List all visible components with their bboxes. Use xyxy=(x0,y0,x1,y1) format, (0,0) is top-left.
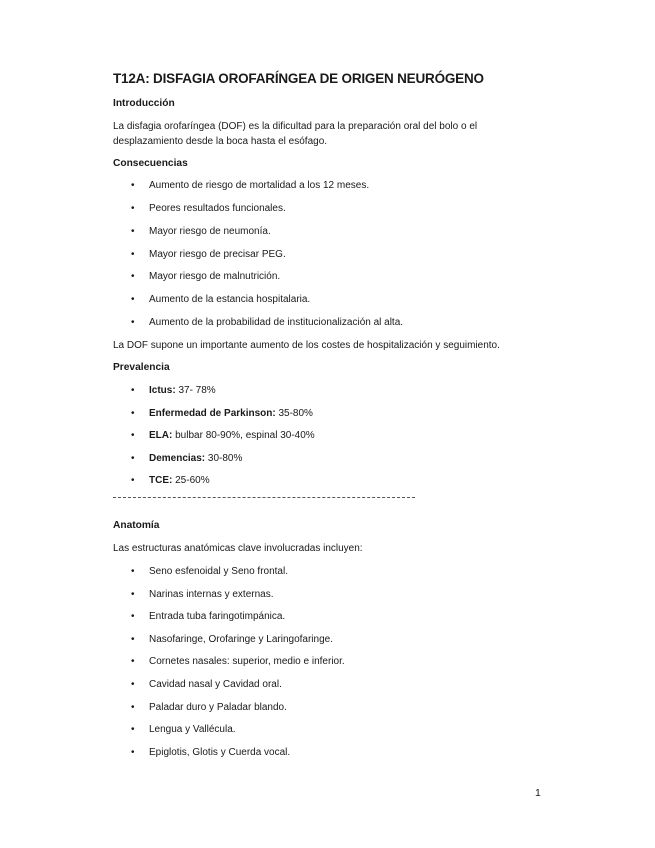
intro-line-1: La disfagia orofaríngea (DOF) es la dificultad para la preparación oral del bolo o el xyxy=(113,121,478,132)
list-item xyxy=(131,385,216,396)
list-item xyxy=(131,408,313,419)
list-item xyxy=(131,226,271,237)
list-item xyxy=(131,566,288,577)
section-divider xyxy=(113,497,415,498)
prevalence-value: 35-80% xyxy=(275,408,313,419)
bullet-icon: • xyxy=(131,634,135,645)
list-item xyxy=(131,611,285,622)
list-item xyxy=(131,453,242,464)
list-item xyxy=(131,679,282,690)
list-item xyxy=(131,180,369,191)
list-item-text: Paladar duro y Paladar blando. xyxy=(149,702,287,713)
prevalence-value: bulbar 80-90%, espinal 30-40% xyxy=(172,430,315,441)
list-item-text: Aumento de riesgo de mortalidad a los 12 meses. xyxy=(149,180,370,191)
bullet-icon: • xyxy=(131,430,135,441)
bullet-icon: • xyxy=(131,180,135,191)
anatomia-intro: Las estructuras anatómicas clave involucradas incluyen: xyxy=(113,543,363,554)
list-item-text: Cornetes nasales: superior, medio e inferior. xyxy=(149,656,345,667)
list-item-text: Cavidad nasal y Cavidad oral. xyxy=(149,679,282,690)
document-title: T12A: DISFAGIA OROFARÍNGEA DE ORIGEN NEURÓGENO xyxy=(113,71,484,86)
bullet-icon: • xyxy=(131,611,135,622)
list-item xyxy=(131,724,236,735)
list-item xyxy=(131,249,286,260)
page-number: 1 xyxy=(535,787,541,799)
bullet-icon: • xyxy=(131,747,135,758)
list-item xyxy=(131,634,333,645)
bullet-icon: • xyxy=(131,724,135,735)
bullet-icon: • xyxy=(131,679,135,690)
prevalence-label: Ictus: xyxy=(149,385,176,396)
bullet-icon: • xyxy=(131,453,135,464)
bullet-icon: • xyxy=(131,226,135,237)
list-item xyxy=(131,656,345,667)
bullet-icon: • xyxy=(131,385,135,396)
bullet-icon: • xyxy=(131,566,135,577)
section-heading-consecuencias: Consecuencias xyxy=(113,158,188,169)
list-item xyxy=(131,702,287,713)
bullet-icon: • xyxy=(131,294,135,305)
list-item-text: Mayor riesgo de neumonía. xyxy=(149,226,271,237)
bullet-icon: • xyxy=(131,203,135,214)
list-item-text: Nasofaringe, Orofaringe y Laringofaringe. xyxy=(149,634,333,645)
bullet-icon: • xyxy=(131,249,135,260)
section-heading-prevalencia: Prevalencia xyxy=(113,362,170,373)
list-item-text: Narinas internas y externas. xyxy=(149,589,274,600)
prevalence-label: ELA: xyxy=(149,430,173,441)
bullet-icon: • xyxy=(131,656,135,667)
list-item-text: Aumento de la probabilidad de institucionalización al alta. xyxy=(149,317,404,328)
bullet-icon: • xyxy=(131,408,135,419)
list-item-text: Mayor riesgo de malnutrición. xyxy=(149,271,281,282)
bullet-icon: • xyxy=(131,317,135,328)
list-item-text: Seno esfenoidal y Seno frontal. xyxy=(149,566,288,577)
bullet-icon: • xyxy=(131,271,135,282)
bullet-icon: • xyxy=(131,589,135,600)
bullet-icon: • xyxy=(131,702,135,713)
prevalence-value: 30-80% xyxy=(205,453,243,464)
list-item-text: Aumento de la estancia hospitalaria. xyxy=(149,294,311,305)
bullet-icon: • xyxy=(131,475,135,486)
list-item xyxy=(131,747,290,758)
list-item xyxy=(131,430,315,441)
list-item xyxy=(131,317,403,328)
list-item xyxy=(131,589,274,600)
prevalence-label: Demencias: xyxy=(149,453,206,464)
list-item-text: Entrada tuba faringotimpánica. xyxy=(149,611,286,622)
prevalence-label: TCE: xyxy=(149,475,173,486)
list-item-text: Epiglotis, Glotis y Cuerda vocal. xyxy=(149,747,291,758)
list-item-text: Peores resultados funcionales. xyxy=(149,203,286,214)
intro-line-2: desplazamiento desde la boca hasta el esófago. xyxy=(113,136,328,147)
prevalence-label: Enfermedad de Parkinson: xyxy=(149,408,276,419)
prevalence-value: 37- 78% xyxy=(175,385,216,396)
section-heading-anatomia: Anatomía xyxy=(113,520,160,531)
consecuencias-closing: La DOF supone un importante aumento de los costes de hospitalización y seguimiento. xyxy=(113,340,500,351)
list-item xyxy=(131,475,210,486)
list-item-text: Mayor riesgo de precisar PEG. xyxy=(149,249,286,260)
list-item-text: Lengua y Vallécula. xyxy=(149,724,236,735)
prevalence-value: 25-60% xyxy=(172,475,210,486)
list-item xyxy=(131,203,286,214)
list-item xyxy=(131,294,310,305)
list-item xyxy=(131,271,280,282)
section-heading-introduccion: Introducción xyxy=(113,98,175,109)
